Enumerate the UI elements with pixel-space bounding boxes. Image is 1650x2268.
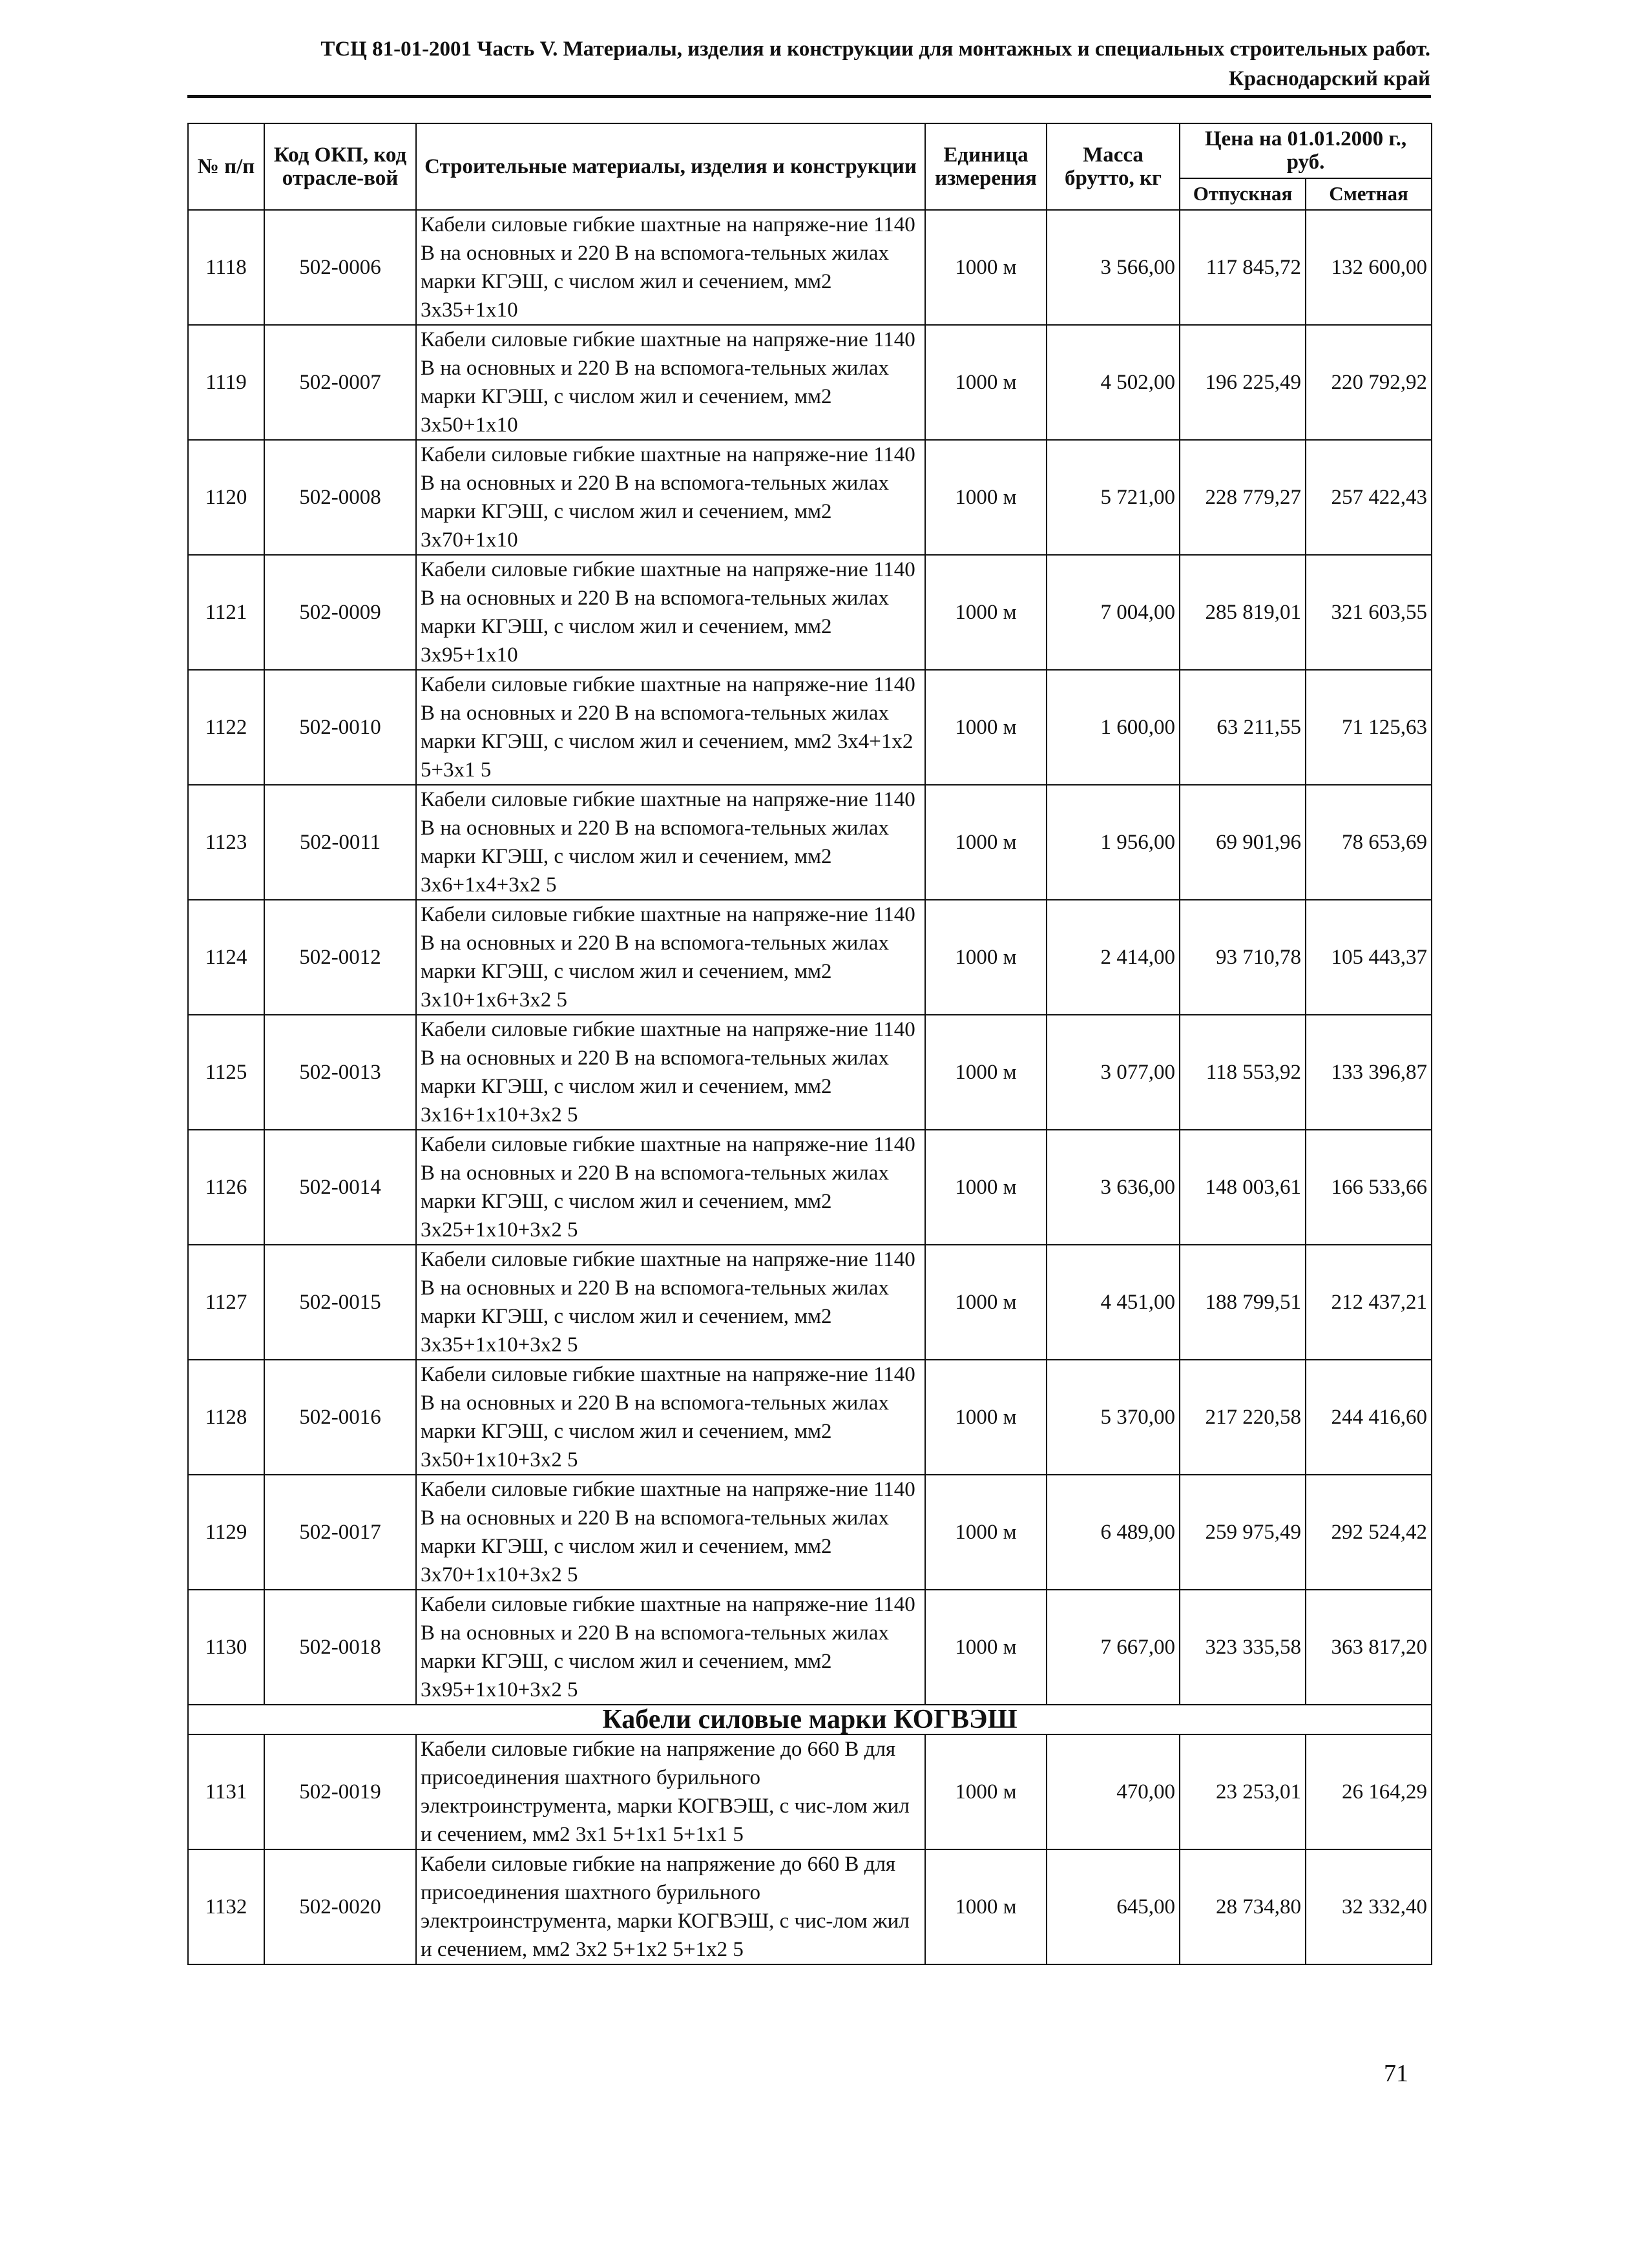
col-header-name: Строительные материалы, изделия и конструкции: [416, 123, 925, 210]
cell-code: 502-0013: [264, 1015, 416, 1130]
cell-price-release: 259 975,49: [1180, 1475, 1306, 1590]
cell-unit: 1000 м: [925, 1475, 1047, 1590]
cell-unit: 1000 м: [925, 440, 1047, 555]
cell-price-estimate: 105 443,37: [1306, 900, 1432, 1015]
cell-mass: 5 721,00: [1047, 440, 1180, 555]
table-row: [188, 900, 1432, 1015]
section-title: Кабели силовые марки КОГВЭШ: [188, 1705, 1432, 1734]
cell-description: Кабели силовые гибкие шахтные на напряже-ние 1140 В на основных и 220 В на вспомога-тельных жилах марки КГЭШ, с числом жил и сечением, мм2 3х50+1х10: [416, 325, 925, 440]
col-header-num: № п/п: [188, 123, 264, 210]
table-row: [188, 1015, 1432, 1130]
cell-mass: 1 600,00: [1047, 670, 1180, 785]
cell-code: 502-0010: [264, 670, 416, 785]
cell-price-estimate: 257 422,43: [1306, 440, 1432, 555]
cell-price-estimate: 132 600,00: [1306, 210, 1432, 325]
col-header-price-estimate: Сметная: [1306, 178, 1432, 210]
table-row: [188, 1475, 1432, 1590]
cell-description: Кабели силовые гибкие шахтные на напряже-ние 1140 В на основных и 220 В на вспомога-тельных жилах марки КГЭШ, с числом жил и сечением, мм2 3х35+1х10+3х2 5: [416, 1245, 925, 1360]
cell-unit: 1000 м: [925, 210, 1047, 325]
cell-unit: 1000 м: [925, 1245, 1047, 1360]
cell-price-release: 323 335,58: [1180, 1590, 1306, 1705]
cell-unit: 1000 м: [925, 325, 1047, 440]
cell-unit: 1000 м: [925, 1015, 1047, 1130]
page-number: 71: [1384, 2060, 1408, 2087]
cell-price-release: 93 710,78: [1180, 900, 1306, 1015]
cell-num: 1130: [188, 1590, 264, 1705]
cell-code: 502-0015: [264, 1245, 416, 1360]
cell-description: Кабели силовые гибкие шахтные на напряже-ние 1140 В на основных и 220 В на вспомога-тельных жилах марки КГЭШ, с числом жил и сечением, мм2 3х6+1х4+3х2 5: [416, 785, 925, 900]
cell-price-estimate: 244 416,60: [1306, 1360, 1432, 1475]
cell-code: 502-0006: [264, 210, 416, 325]
cell-unit: 1000 м: [925, 1130, 1047, 1245]
cell-num: 1129: [188, 1475, 264, 1590]
cell-price-release: 148 003,61: [1180, 1130, 1306, 1245]
cell-num: 1119: [188, 325, 264, 440]
cell-description: Кабели силовые гибкие шахтные на напряже-ние 1140 В на основных и 220 В на вспомога-тельных жилах марки КГЭШ, с числом жил и сечением, мм2 3х95+1х10+3х2 5: [416, 1590, 925, 1705]
cell-price-estimate: 32 332,40: [1306, 1849, 1432, 1964]
cell-mass: 3 566,00: [1047, 210, 1180, 325]
cell-code: 502-0011: [264, 785, 416, 900]
cell-num: 1126: [188, 1130, 264, 1245]
cell-mass: 7 667,00: [1047, 1590, 1180, 1705]
cell-price-estimate: 321 603,55: [1306, 555, 1432, 670]
cell-num: 1120: [188, 440, 264, 555]
cell-price-estimate: 212 437,21: [1306, 1245, 1432, 1360]
cell-description: Кабели силовые гибкие шахтные на напряже-ние 1140 В на основных и 220 В на вспомога-тельных жилах марки КГЭШ, с числом жил и сечением, мм2 3х4+1х2 5+3х1 5: [416, 670, 925, 785]
cell-description: Кабели силовые гибкие шахтные на напряже-ние 1140 В на основных и 220 В на вспомога-тельных жилах марки КГЭШ, с числом жил и сечением, мм2 3х10+1х6+3х2 5: [416, 900, 925, 1015]
cell-unit: 1000 м: [925, 1590, 1047, 1705]
cell-price-estimate: 71 125,63: [1306, 670, 1432, 785]
col-header-price-release: Отпускная: [1180, 178, 1306, 210]
cell-unit: 1000 м: [925, 1734, 1047, 1849]
col-header-unit: Единица измерения: [925, 123, 1047, 210]
cell-price-estimate: 133 396,87: [1306, 1015, 1432, 1130]
cell-code: 502-0014: [264, 1130, 416, 1245]
col-header-code: Код ОКП, код отрасле-вой: [264, 123, 416, 210]
cell-mass: 4 451,00: [1047, 1245, 1180, 1360]
cell-price-release: 217 220,58: [1180, 1360, 1306, 1475]
cell-price-release: 69 901,96: [1180, 785, 1306, 900]
col-header-price-group: Цена на 01.01.2000 г., руб.: [1180, 123, 1432, 178]
cell-code: 502-0007: [264, 325, 416, 440]
cell-mass: 5 370,00: [1047, 1360, 1180, 1475]
cell-description: Кабели силовые гибкие шахтные на напряже-ние 1140 В на основных и 220 В на вспомога-тельных жилах марки КГЭШ, с числом жил и сечением, мм2 3х70+1х10: [416, 440, 925, 555]
cell-price-release: 28 734,80: [1180, 1849, 1306, 1964]
cell-code: 502-0018: [264, 1590, 416, 1705]
cell-description: Кабели силовые гибкие шахтные на напряже-ние 1140 В на основных и 220 В на вспомога-тельных жилах марки КГЭШ, с числом жил и сечением, мм2 3х70+1х10+3х2 5: [416, 1475, 925, 1590]
table-row: [188, 555, 1432, 670]
cell-price-estimate: 292 524,42: [1306, 1475, 1432, 1590]
table-row: [188, 1360, 1432, 1475]
cell-num: 1132: [188, 1849, 264, 1964]
cell-num: 1118: [188, 210, 264, 325]
cell-mass: 6 489,00: [1047, 1475, 1180, 1590]
cell-mass: 4 502,00: [1047, 325, 1180, 440]
cell-price-estimate: 363 817,20: [1306, 1590, 1432, 1705]
cell-price-release: 63 211,55: [1180, 670, 1306, 785]
cell-mass: 1 956,00: [1047, 785, 1180, 900]
cell-price-release: 23 253,01: [1180, 1734, 1306, 1849]
cell-price-estimate: 220 792,92: [1306, 325, 1432, 440]
cell-mass: 3 077,00: [1047, 1015, 1180, 1130]
cell-price-release: 118 553,92: [1180, 1015, 1306, 1130]
price-table: [187, 123, 1432, 1965]
cell-code: 502-0012: [264, 900, 416, 1015]
cell-price-release: 228 779,27: [1180, 440, 1306, 555]
cell-price-estimate: 26 164,29: [1306, 1734, 1432, 1849]
cell-description: Кабели силовые гибкие шахтные на напряже-ние 1140 В на основных и 220 В на вспомога-тельных жилах марки КГЭШ, с числом жил и сечением, мм2 3х25+1х10+3х2 5: [416, 1130, 925, 1245]
cell-code: 502-0009: [264, 555, 416, 670]
cell-code: 502-0016: [264, 1360, 416, 1475]
cell-price-release: 188 799,51: [1180, 1245, 1306, 1360]
cell-num: 1121: [188, 555, 264, 670]
cell-num: 1124: [188, 900, 264, 1015]
table-row: [188, 440, 1432, 555]
cell-description: Кабели силовые гибкие на напряжение до 660 В для присоединения шахтного бурильного электроинструмента, марки КОГВЭШ, с чис-лом жил и сечением, мм2 3х1 5+1х1 5+1х1 5: [416, 1734, 925, 1849]
section-row: [188, 1705, 1432, 1734]
cell-code: 502-0008: [264, 440, 416, 555]
cell-code: 502-0017: [264, 1475, 416, 1590]
cell-price-estimate: 166 533,66: [1306, 1130, 1432, 1245]
cell-price-release: 196 225,49: [1180, 325, 1306, 440]
cell-mass: 2 414,00: [1047, 900, 1180, 1015]
cell-mass: 645,00: [1047, 1849, 1180, 1964]
cell-price-release: 117 845,72: [1180, 210, 1306, 325]
cell-num: 1125: [188, 1015, 264, 1130]
header-rule: [187, 95, 1431, 98]
document-header-title: ТСЦ 81-01-2001 Часть V. Материалы, изделия и конструкции для монтажных и специальных строительных работ.: [320, 37, 1430, 61]
table-row: [188, 1734, 1432, 1849]
cell-mass: 7 004,00: [1047, 555, 1180, 670]
col-header-mass: Масса брутто, кг: [1047, 123, 1180, 210]
cell-price-estimate: 78 653,69: [1306, 785, 1432, 900]
table-row: [188, 670, 1432, 785]
cell-num: 1127: [188, 1245, 264, 1360]
table-row: [188, 785, 1432, 900]
cell-description: Кабели силовые гибкие шахтные на напряже-ние 1140 В на основных и 220 В на вспомога-тельных жилах марки КГЭШ, с числом жил и сечением, мм2 3х50+1х10+3х2 5: [416, 1360, 925, 1475]
cell-unit: 1000 м: [925, 555, 1047, 670]
cell-num: 1123: [188, 785, 264, 900]
cell-unit: 1000 м: [925, 670, 1047, 785]
document-header-region: Краснодарский край: [1228, 67, 1430, 90]
cell-mass: 470,00: [1047, 1734, 1180, 1849]
cell-description: Кабели силовые гибкие шахтные на напряже-ние 1140 В на основных и 220 В на вспомога-тельных жилах марки КГЭШ, с числом жил и сечением, мм2 3х35+1х10: [416, 210, 925, 325]
cell-description: Кабели силовые гибкие шахтные на напряже-ние 1140 В на основных и 220 В на вспомога-тельных жилах марки КГЭШ, с числом жил и сечением, мм2 3х16+1х10+3х2 5: [416, 1015, 925, 1130]
table-row: [188, 1849, 1432, 1964]
cell-num: 1131: [188, 1734, 264, 1849]
table-row: [188, 1245, 1432, 1360]
table-row: [188, 1130, 1432, 1245]
cell-description: Кабели силовые гибкие на напряжение до 660 В для присоединения шахтного бурильного электроинструмента, марки КОГВЭШ, с чис-лом жил и сечением, мм2 3х2 5+1х2 5+1х2 5: [416, 1849, 925, 1964]
cell-num: 1128: [188, 1360, 264, 1475]
cell-code: 502-0020: [264, 1849, 416, 1964]
cell-unit: 1000 м: [925, 1360, 1047, 1475]
cell-unit: 1000 м: [925, 900, 1047, 1015]
table-body-kogvesh: [188, 1734, 1432, 1964]
cell-num: 1122: [188, 670, 264, 785]
cell-code: 502-0019: [264, 1734, 416, 1849]
cell-mass: 3 636,00: [1047, 1130, 1180, 1245]
table-row: [188, 1590, 1432, 1705]
cell-unit: 1000 м: [925, 785, 1047, 900]
table-body-kgesh: [188, 210, 1432, 1705]
cell-description: Кабели силовые гибкие шахтные на напряже-ние 1140 В на основных и 220 В на вспомога-тельных жилах марки КГЭШ, с числом жил и сечением, мм2 3х95+1х10: [416, 555, 925, 670]
cell-price-release: 285 819,01: [1180, 555, 1306, 670]
table-row: [188, 210, 1432, 325]
cell-unit: 1000 м: [925, 1849, 1047, 1964]
table-row: [188, 325, 1432, 440]
